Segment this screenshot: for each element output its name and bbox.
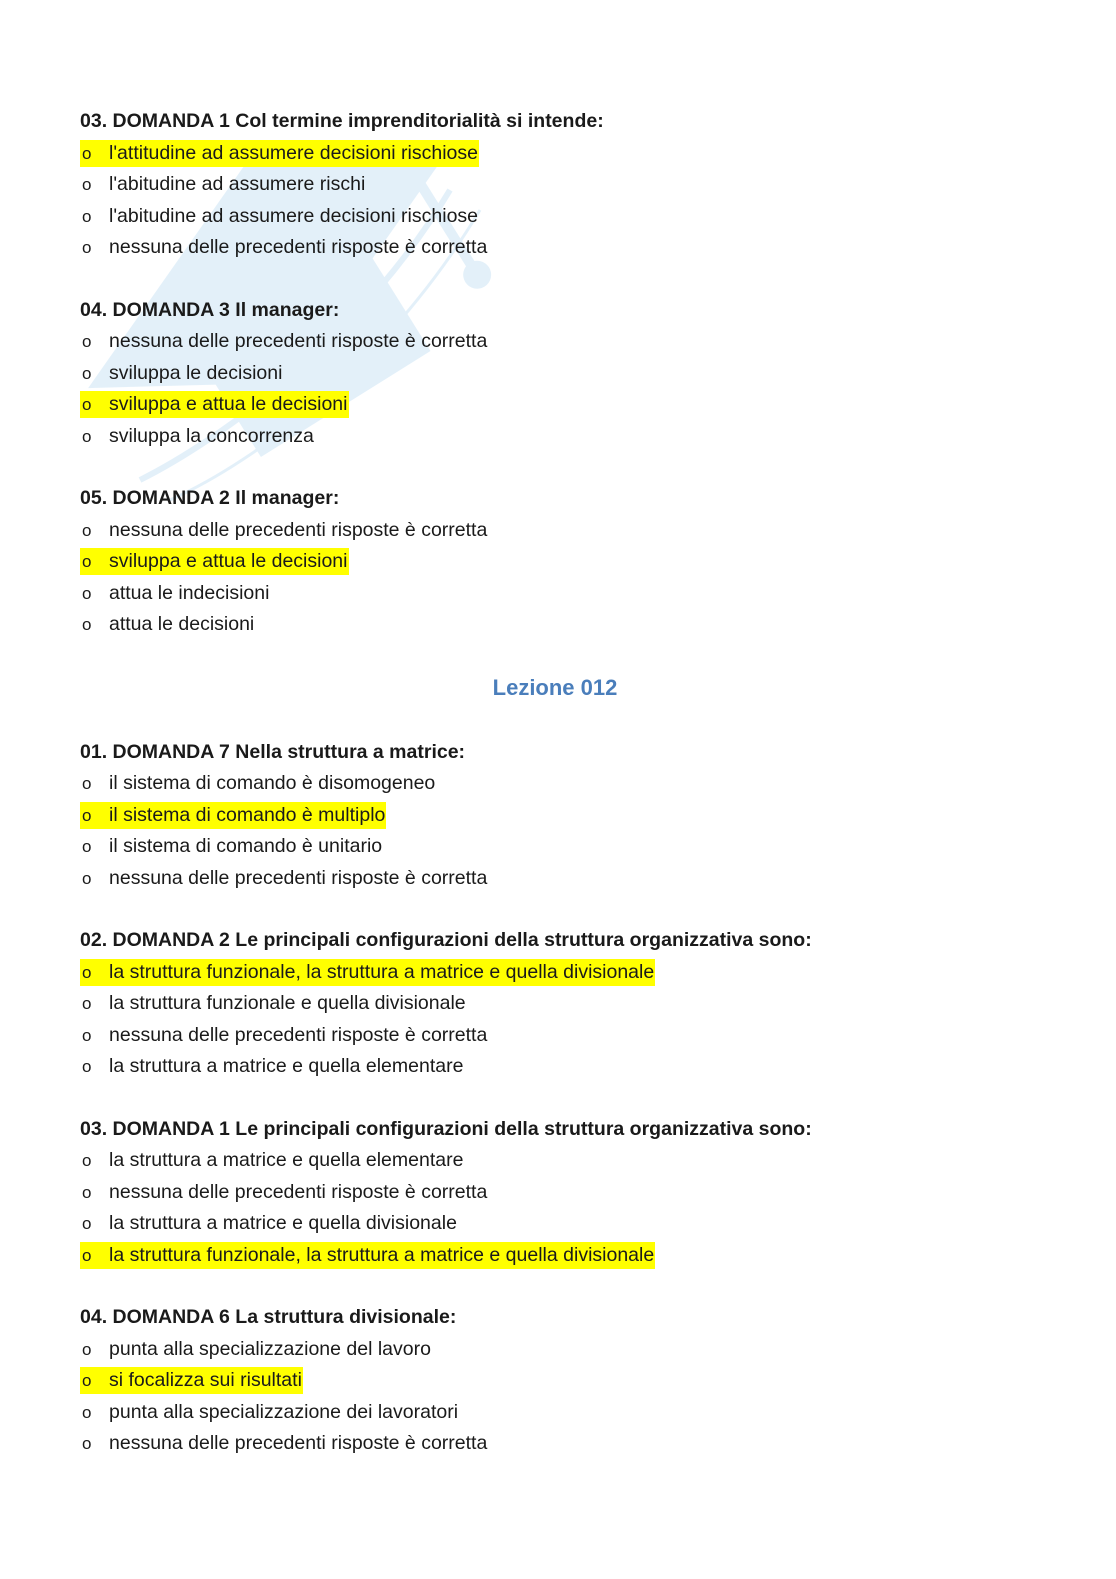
bullet-circle-icon: o (82, 363, 92, 383)
option-text: sviluppa e attua le decisioni (109, 550, 348, 572)
option-wrap (80, 203, 479, 230)
option-wrap (80, 328, 488, 355)
option-text: attua le indecisioni (109, 581, 270, 604)
answer-option-correct (80, 957, 1040, 989)
option-wrap (80, 611, 255, 638)
bullet-circle-icon: o (82, 1371, 92, 1390)
highlight-mark (80, 391, 349, 418)
option-wrap (80, 833, 383, 860)
answer-option (80, 169, 1040, 201)
bullet-circle-icon: o (82, 332, 92, 351)
option-text: il sistema di comando è disomogeneo (109, 772, 436, 794)
option-text: nessuna delle precedenti risposte è corretta (109, 518, 488, 541)
answer-option (80, 1428, 1040, 1460)
bullet-circle-icon: o (82, 615, 92, 634)
answer-option (80, 201, 1040, 233)
option-wrap (80, 770, 436, 797)
option-text: l'attitudine ad assumere decisioni rischiose (109, 141, 478, 164)
spacer (80, 894, 1040, 925)
option-text: la struttura funzionale e quella divisionale (109, 992, 466, 1014)
option-wrap (80, 1210, 458, 1237)
question-title: 01. DOMANDA 7 Nella struttura a matrice: (80, 740, 466, 763)
answer-option-correct (80, 1240, 1040, 1272)
option-text: attua le decisioni (109, 613, 255, 635)
question-block (80, 1302, 1040, 1460)
highlight-mark (80, 1367, 303, 1394)
answer-option (80, 1397, 1040, 1429)
spacer (80, 452, 1040, 483)
bullet-circle-icon: o (82, 426, 92, 446)
option-text: nessuna delle precedenti risposte è corretta (109, 1023, 488, 1046)
answer-option (80, 1145, 1040, 1177)
option-text: nessuna delle precedenti risposte è corretta (109, 866, 488, 889)
option-text: punta alla specializzazione dei lavoratori (109, 1400, 459, 1423)
option-text: nessuna delle precedenti risposte è corretta (109, 236, 488, 258)
answer-option (80, 358, 1040, 390)
bullet-circle-icon: o (82, 552, 92, 571)
answer-option (80, 515, 1040, 547)
highlight-mark (80, 140, 479, 167)
answer-options (80, 1334, 1040, 1460)
answer-options (80, 515, 1040, 641)
highlight-mark (80, 802, 386, 829)
bullet-circle-icon: o (82, 837, 92, 856)
answer-option-correct (80, 138, 1040, 170)
answer-options (80, 957, 1040, 1083)
option-wrap (80, 1147, 464, 1174)
bullet-circle-icon: o (82, 868, 92, 888)
option-wrap (80, 1399, 459, 1426)
option-wrap (80, 234, 488, 261)
answer-option (80, 609, 1040, 641)
option-text: il sistema di comando è multiplo (109, 803, 386, 826)
option-wrap (80, 865, 488, 892)
option-text: sviluppa le decisioni (109, 361, 283, 384)
spacer (80, 264, 1040, 295)
option-wrap (80, 171, 366, 198)
bullet-circle-icon: o (82, 1402, 92, 1422)
option-wrap (80, 360, 283, 387)
answer-options (80, 138, 1040, 264)
option-text: nessuna delle precedenti risposte è corretta (109, 1432, 488, 1454)
bullet-circle-icon: o (82, 175, 92, 194)
highlight-mark (80, 548, 349, 575)
question-block (80, 295, 1040, 453)
answer-option (80, 326, 1040, 358)
question-block (80, 737, 1040, 895)
bullet-circle-icon: o (82, 1057, 92, 1076)
bullet-circle-icon: o (82, 583, 92, 603)
answer-option-correct (80, 389, 1040, 421)
question-title: 03. DOMANDA 1 Col termine imprenditorialità si intende: (80, 110, 604, 132)
answer-option (80, 1208, 1040, 1240)
question-title: 02. DOMANDA 2 Le principali configurazioni della struttura organizzativa sono: (80, 929, 812, 951)
option-wrap (80, 1430, 488, 1457)
question-title: 04. DOMANDA 3 Il manager: (80, 298, 340, 321)
option-text: l'abitudine ad assumere rischi (109, 173, 366, 195)
option-text: nessuna delle precedenti risposte è corretta (109, 330, 488, 352)
bullet-circle-icon: o (82, 1151, 92, 1170)
question-title: 03. DOMANDA 1 Le principali configurazioni della struttura organizzativa sono: (80, 1117, 812, 1140)
bullet-circle-icon: o (82, 994, 92, 1013)
option-text: la struttura funzionale, la struttura a matrice e quella divisionale (109, 960, 655, 983)
answer-options (80, 768, 1040, 894)
bullet-circle-icon: o (82, 774, 92, 793)
answer-option-correct (80, 800, 1040, 832)
question-block (80, 483, 1040, 641)
question-title: 05. DOMANDA 2 Il manager: (80, 487, 340, 509)
option-text: la struttura a matrice e quella elementare (109, 1149, 464, 1171)
option-wrap (80, 1179, 488, 1206)
option-text: sviluppa e attua le decisioni (109, 393, 348, 415)
bullet-circle-icon: o (82, 1025, 92, 1045)
bullet-circle-icon: o (82, 1214, 92, 1233)
question-title: 04. DOMANDA 6 La struttura divisionale: (80, 1306, 457, 1328)
bullet-circle-icon: o (82, 1434, 92, 1453)
question-group-bottom (80, 737, 1040, 1460)
question-block (80, 1114, 1040, 1272)
highlight-mark (80, 959, 655, 986)
question-group-top (80, 106, 1040, 641)
highlight-mark (80, 1242, 655, 1269)
answer-option (80, 421, 1040, 453)
option-wrap (80, 1336, 432, 1363)
answer-options (80, 326, 1040, 452)
answer-option (80, 232, 1040, 264)
bullet-circle-icon: o (82, 1182, 92, 1202)
bullet-circle-icon: o (82, 962, 92, 982)
option-wrap (80, 1022, 488, 1049)
spacer (80, 1083, 1040, 1114)
answer-option (80, 831, 1040, 863)
option-wrap (80, 1053, 464, 1080)
answer-option-correct (80, 1365, 1040, 1397)
option-text: il sistema di comando è unitario (109, 835, 383, 857)
option-text: la struttura funzionale, la struttura a matrice e quella divisionale (109, 1243, 655, 1266)
bullet-circle-icon: o (82, 206, 92, 226)
bullet-circle-icon: o (82, 805, 92, 825)
option-wrap (80, 580, 270, 607)
document-page (80, 106, 1040, 1460)
answer-option (80, 863, 1040, 895)
bullet-circle-icon: o (82, 1339, 92, 1359)
answer-option (80, 768, 1040, 800)
section-title: Lezione 012 (492, 674, 618, 700)
answer-option (80, 1051, 1040, 1083)
bullet-circle-icon: o (82, 520, 92, 540)
option-text: l'abitudine ad assumere decisioni rischiose (109, 204, 479, 227)
bullet-circle-icon: o (82, 1245, 92, 1265)
bullet-circle-icon: o (82, 395, 92, 414)
answer-option (80, 1177, 1040, 1209)
question-block (80, 106, 1040, 264)
bullet-circle-icon: o (82, 143, 92, 163)
option-text: sviluppa la concorrenza (109, 424, 314, 447)
bullet-circle-icon: o (82, 238, 92, 257)
option-text: la struttura a matrice e quella divisionale (109, 1212, 457, 1234)
option-wrap (80, 423, 315, 450)
option-text: si focalizza sui risultati (109, 1369, 302, 1391)
answer-option-correct (80, 546, 1040, 578)
answer-option (80, 578, 1040, 610)
spacer (80, 1271, 1040, 1302)
option-text: punta alla specializzazione del lavoro (109, 1337, 431, 1360)
answer-option (80, 1334, 1040, 1366)
answer-options (80, 1145, 1040, 1271)
question-block (80, 925, 1040, 1083)
option-wrap (80, 990, 467, 1017)
answer-option (80, 988, 1040, 1020)
option-text: la struttura a matrice e quella elementare (109, 1055, 464, 1077)
option-wrap (80, 517, 488, 544)
answer-option (80, 1020, 1040, 1052)
option-text: nessuna delle precedenti risposte è corretta (109, 1180, 488, 1203)
